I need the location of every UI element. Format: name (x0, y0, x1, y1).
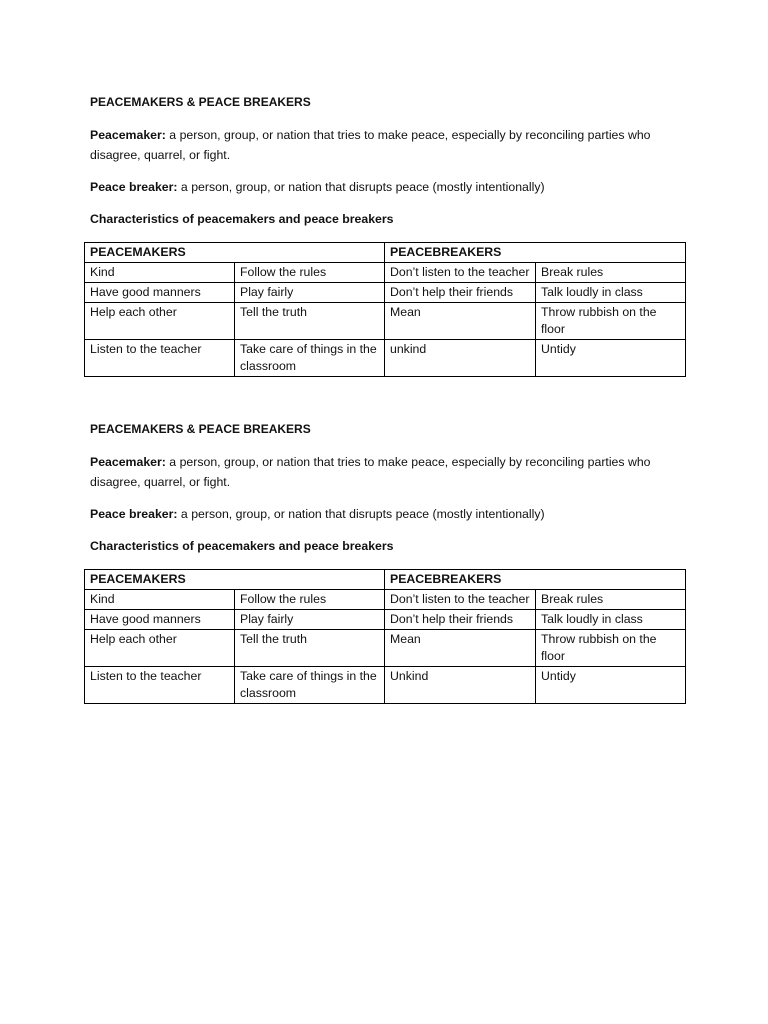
table-cell: Break rules (536, 590, 686, 610)
table-cell: Talk loudly in class (536, 610, 686, 630)
table-row (85, 630, 686, 667)
table-cell: Play fairly (235, 610, 385, 630)
table-cell: Throw rubbish on the floor (536, 630, 686, 667)
table-cell: Don’t listen to the teacher (385, 263, 536, 283)
table-cell: Follow the rules (235, 590, 385, 610)
table-row (85, 340, 686, 377)
table-row (85, 303, 686, 340)
table-row (85, 263, 686, 283)
table-cell: Don’t help their friends (385, 283, 536, 303)
table-cell: Have good manners (85, 283, 235, 303)
table-header-row (85, 570, 686, 590)
table-cell: Untidy (536, 667, 686, 704)
table-cell: Listen to the teacher (85, 340, 235, 377)
characteristics-heading: Characteristics of peacemakers and peace breakers (90, 539, 394, 553)
characteristics-heading: Characteristics of peacemakers and peace breakers (90, 212, 394, 226)
peace-breaker-definition (84, 177, 685, 197)
characteristics-table (84, 569, 686, 704)
table-cell: Help each other (85, 303, 235, 340)
table-cell: Take care of things in the classroom (235, 667, 385, 704)
table-cell: Kind (85, 590, 235, 610)
table-cell: Kind (85, 263, 235, 283)
table-cell: Don’t help their friends (385, 610, 536, 630)
peace-breaker-term: Peace breaker: (90, 180, 178, 194)
table-cell: Tell the truth (235, 303, 385, 340)
table-cell: Take care of things in the classroom (235, 340, 385, 377)
table-row (85, 667, 686, 704)
table-row (85, 590, 686, 610)
header-peacemakers: PEACEMAKERS (85, 243, 385, 263)
table-cell: Tell the truth (235, 630, 385, 667)
table-cell: Don’t listen to the teacher (385, 590, 536, 610)
table-cell: Mean (385, 630, 536, 667)
document-section-2 (84, 420, 685, 704)
table-row (85, 610, 686, 630)
peace-breaker-definition (84, 504, 685, 524)
section-title: PEACEMAKERS & PEACE BREAKERS (90, 422, 311, 436)
table-row (85, 283, 686, 303)
table-cell: Listen to the teacher (85, 667, 235, 704)
table-cell: Follow the rules (235, 263, 385, 283)
table-cell: Have good manners (85, 610, 235, 630)
peacemaker-term: Peacemaker: (90, 128, 166, 142)
peacemaker-definition-text: a person, group, or nation that tries to make peace, especially by reconciling parties who disagree, quarrel, or fight. (90, 455, 651, 489)
peacemaker-definition (84, 452, 685, 492)
table-cell: unkind (385, 340, 536, 377)
peace-breaker-term: Peace breaker: (90, 507, 178, 521)
peace-breaker-definition-text: a person, group, or nation that disrupts peace (mostly intentionally) (177, 180, 545, 194)
table-header-row (85, 243, 686, 263)
peacemaker-definition (84, 125, 685, 165)
table-cell: Unkind (385, 667, 536, 704)
table-cell: Help each other (85, 630, 235, 667)
header-peacebreakers: PEACEBREAKERS (385, 570, 686, 590)
table-cell: Play fairly (235, 283, 385, 303)
peacemaker-definition-text: a person, group, or nation that tries to make peace, especially by reconciling parties who disagree, quarrel, or fight. (90, 128, 651, 162)
table-cell: Break rules (536, 263, 686, 283)
table-cell: Mean (385, 303, 536, 340)
peacemaker-term: Peacemaker: (90, 455, 166, 469)
document-section-1 (84, 93, 685, 377)
table-cell: Talk loudly in class (536, 283, 686, 303)
characteristics-table (84, 242, 686, 377)
header-peacemakers: PEACEMAKERS (85, 570, 385, 590)
table-cell: Untidy (536, 340, 686, 377)
header-peacebreakers: PEACEBREAKERS (385, 243, 686, 263)
table-cell: Throw rubbish on the floor (536, 303, 686, 340)
section-title: PEACEMAKERS & PEACE BREAKERS (90, 95, 311, 109)
peace-breaker-definition-text: a person, group, or nation that disrupts peace (mostly intentionally) (177, 507, 545, 521)
